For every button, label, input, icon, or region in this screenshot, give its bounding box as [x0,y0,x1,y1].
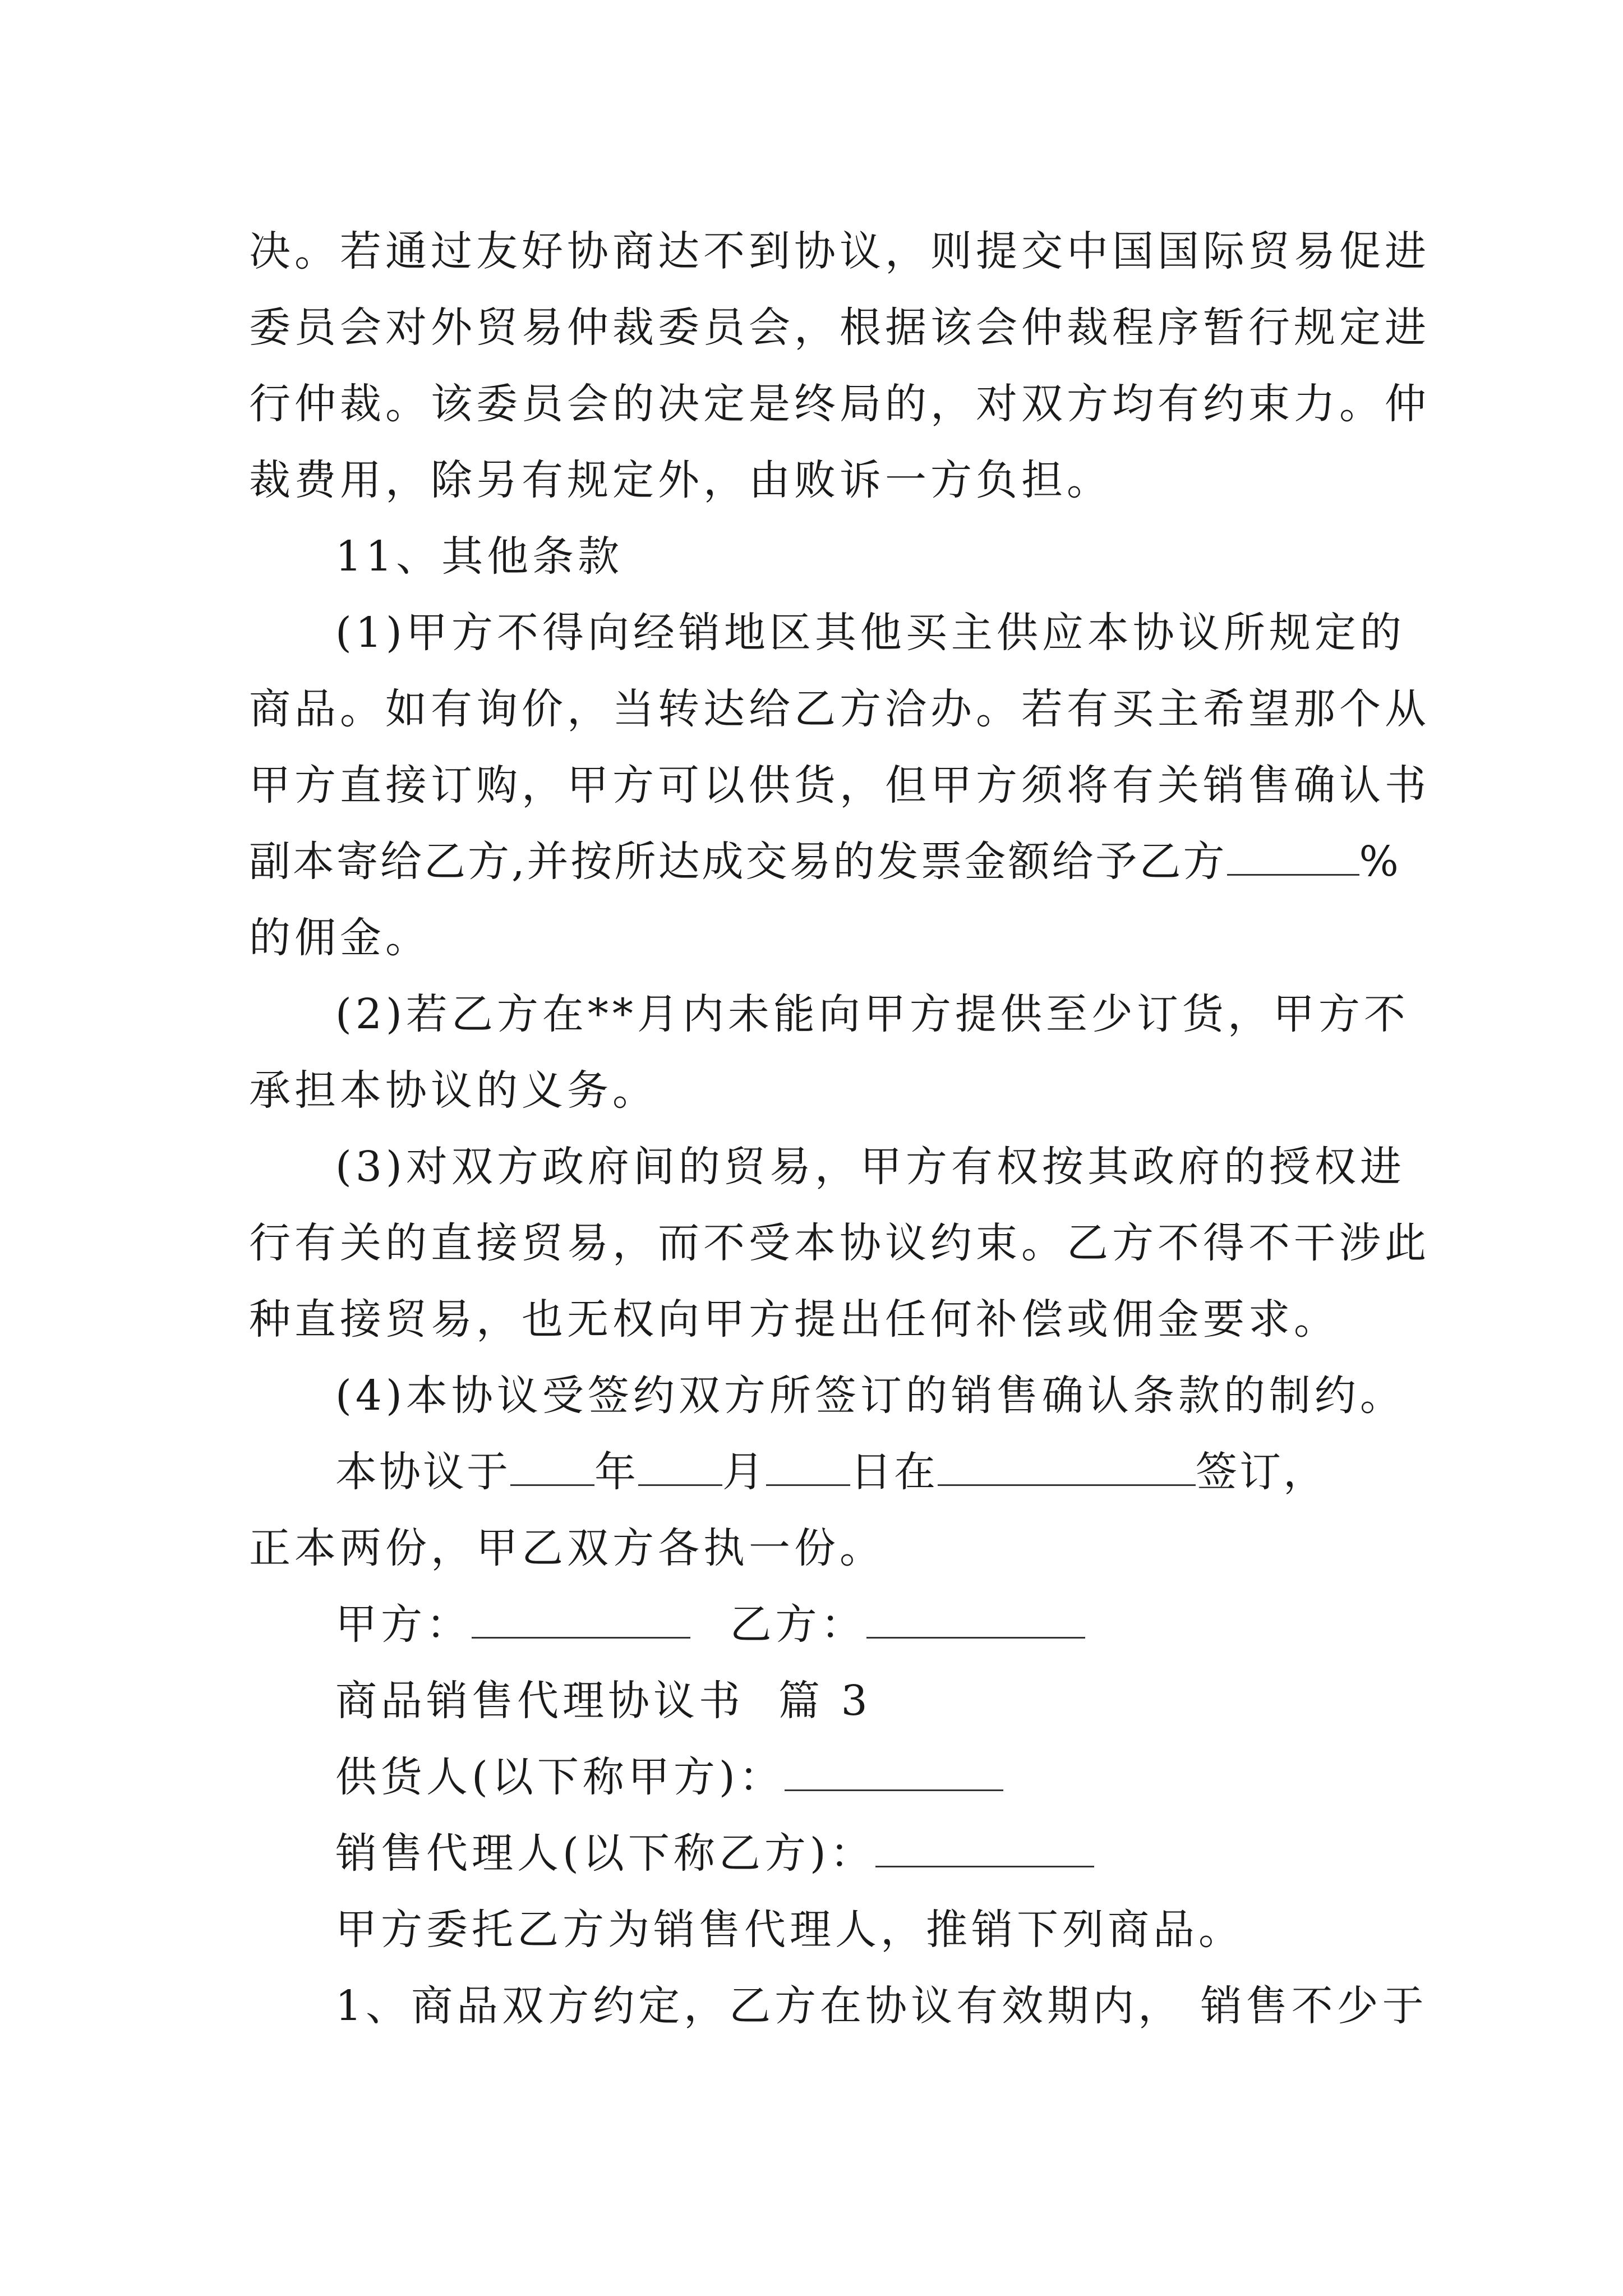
agent-line [249,1815,1387,1892]
paragraph-line: 委员会对外贸易仲裁委员会，根据该会仲裁程序暂行规定进 [249,303,1430,352]
paragraph-line: 商品。如有询价，当转达给乙方洽办。若有买主希望那个从 [249,685,1430,733]
paragraph-line: (4)本协议受签约双方所签订的销售确认条款的制约。 [335,1372,1405,1420]
paragraph-line: 正本两份，甲乙双方各执一份。 [249,1524,885,1572]
paragraph-line: 行有关的直接贸易，而不受本协议约束。乙方不得不干涉此 [249,1219,1430,1267]
paragraph-line: (1)甲方不得向经销地区其他买主供应本协议所规定的 [335,609,1405,657]
party-b-blank [866,1600,1085,1639]
blank-field [766,1447,850,1486]
party-a-label: 甲方： [335,1600,472,1649]
signing-month: 月 [722,1448,766,1496]
supplier-label: 供货人(以下称甲方)： [335,1753,785,1801]
paragraph-line: 裁费用，除另有规定外，由败诉一方负担。 [249,456,1112,504]
paragraph-line: (2)若乙方在**月内未能向甲方提供至少订货，甲方不 [335,990,1409,1038]
supplier-line [249,1739,1387,1815]
party-signature-line [249,1586,1387,1663]
paragraph-text: 副本寄给乙方,并按所达成交易的发票金额给予乙方 [249,838,1227,886]
paragraph-line [249,823,1401,900]
signing-prefix: 本协议于 [335,1448,510,1496]
document-page [249,213,1430,2044]
paragraph-line: 甲方直接订购，甲方可以供货，但甲方须将有关销售确认书 [249,761,1430,809]
party-b-label: 乙方： [730,1600,866,1649]
paragraph-line: 承担本协议的义务。 [249,1066,658,1115]
paragraph-line: (3)对双方政府间的贸易，甲方有权按其政府的授权进 [335,1143,1405,1191]
signing-line [249,1434,1387,1510]
paragraph-line: 决。若通过友好协商达不到协议，则提交中国国际贸易促进 [249,227,1430,275]
blank-field [938,1447,1196,1486]
paragraph-line: 种直接贸易，也无权向甲方提出任何补偿或佣金要求。 [249,1295,1339,1343]
paragraph-line: 的佣金。 [249,914,431,962]
section-heading: 11、其他条款 [335,532,624,581]
blank-field [638,1447,722,1486]
part-title: 商品销售代理协议书 篇 3 [335,1677,872,1725]
paragraph-line: 1、商品双方约定，乙方在协议有效期内， 销售不少于 [335,1982,1428,2030]
blank-field [1227,837,1359,876]
percent-sign: % [1359,838,1401,886]
paragraph-line: 甲方委托乙方为销售代理人，推销下列商品。 [335,1906,1244,1954]
signing-year: 年 [594,1448,638,1496]
agent-blank [875,1829,1094,1867]
supplier-blank [785,1752,1003,1791]
signing-suffix: 签订， [1196,1448,1327,1496]
party-a-blank [472,1600,690,1639]
signing-day: 日在 [850,1448,938,1496]
paragraph-line: 行仲裁。该委员会的决定是终局的，对双方均有约束力。仲 [249,380,1430,428]
blank-field [510,1447,594,1486]
agent-label: 销售代理人(以下称乙方)： [335,1829,875,1878]
